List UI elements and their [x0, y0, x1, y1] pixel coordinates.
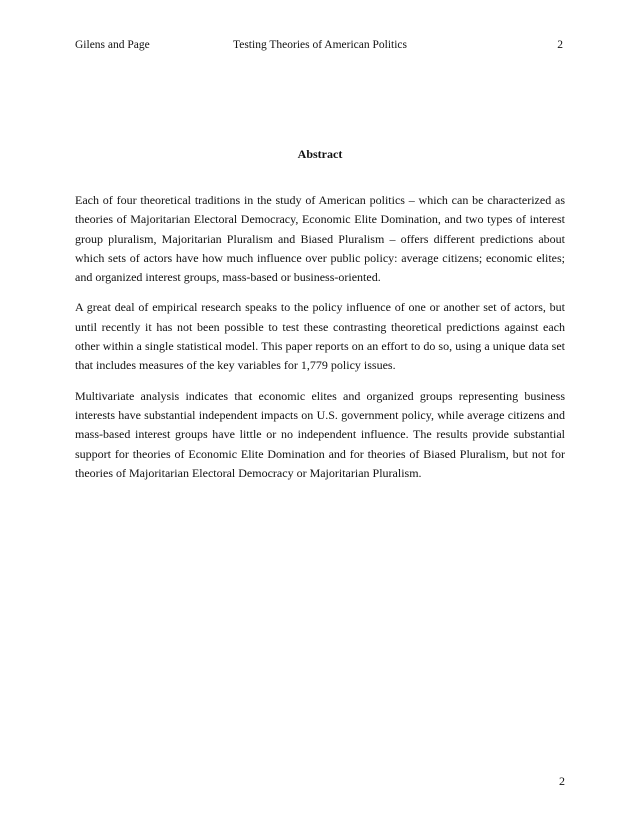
header-page-number: 2 — [557, 39, 563, 51]
abstract-paragraph: Each of four theoretical traditions in the study of American politics – which can be characterized as theories of Majoritarian Electoral Democracy, Economic Elite Domination, and two types of interest group pluralism, Majoritarian Pluralism and Biased Pluralism – offers different predictions about which sets of actors have how much influence over public policy: average citizens; economic elites; and organized interest groups, mass-based or business-oriented. — [75, 193, 565, 285]
header-authors: Gilens and Page — [75, 39, 150, 51]
abstract-heading: Abstract — [297, 147, 343, 161]
footer-page-number: 2 — [559, 774, 565, 788]
running-header — [75, 37, 565, 53]
header-title: Testing Theories of American Politics — [233, 39, 408, 51]
abstract-body — [75, 191, 565, 494]
abstract-paragraph: Multivariate analysis indicates that economic elites and organized groups representing business interests have substantial independent impacts on U.S. government policy, while average citizens and mass-based interest groups have little or no independent influence. The results provide substantial support for theories of Economic Elite Domination and for theories of Biased Pluralism, but not for theories of Majoritarian Electoral Democracy or Majoritarian Pluralism. — [75, 388, 565, 480]
abstract-paragraph: A great deal of empirical research speaks to the policy influence of one or another set of actors, but until recently it has not been possible to test these contrasting theoretical predictions against each other within a single statistical model. This paper reports on an effort to do so, using a unique data set that includes measures of the key variables for 1,779 policy issues. — [75, 300, 565, 373]
